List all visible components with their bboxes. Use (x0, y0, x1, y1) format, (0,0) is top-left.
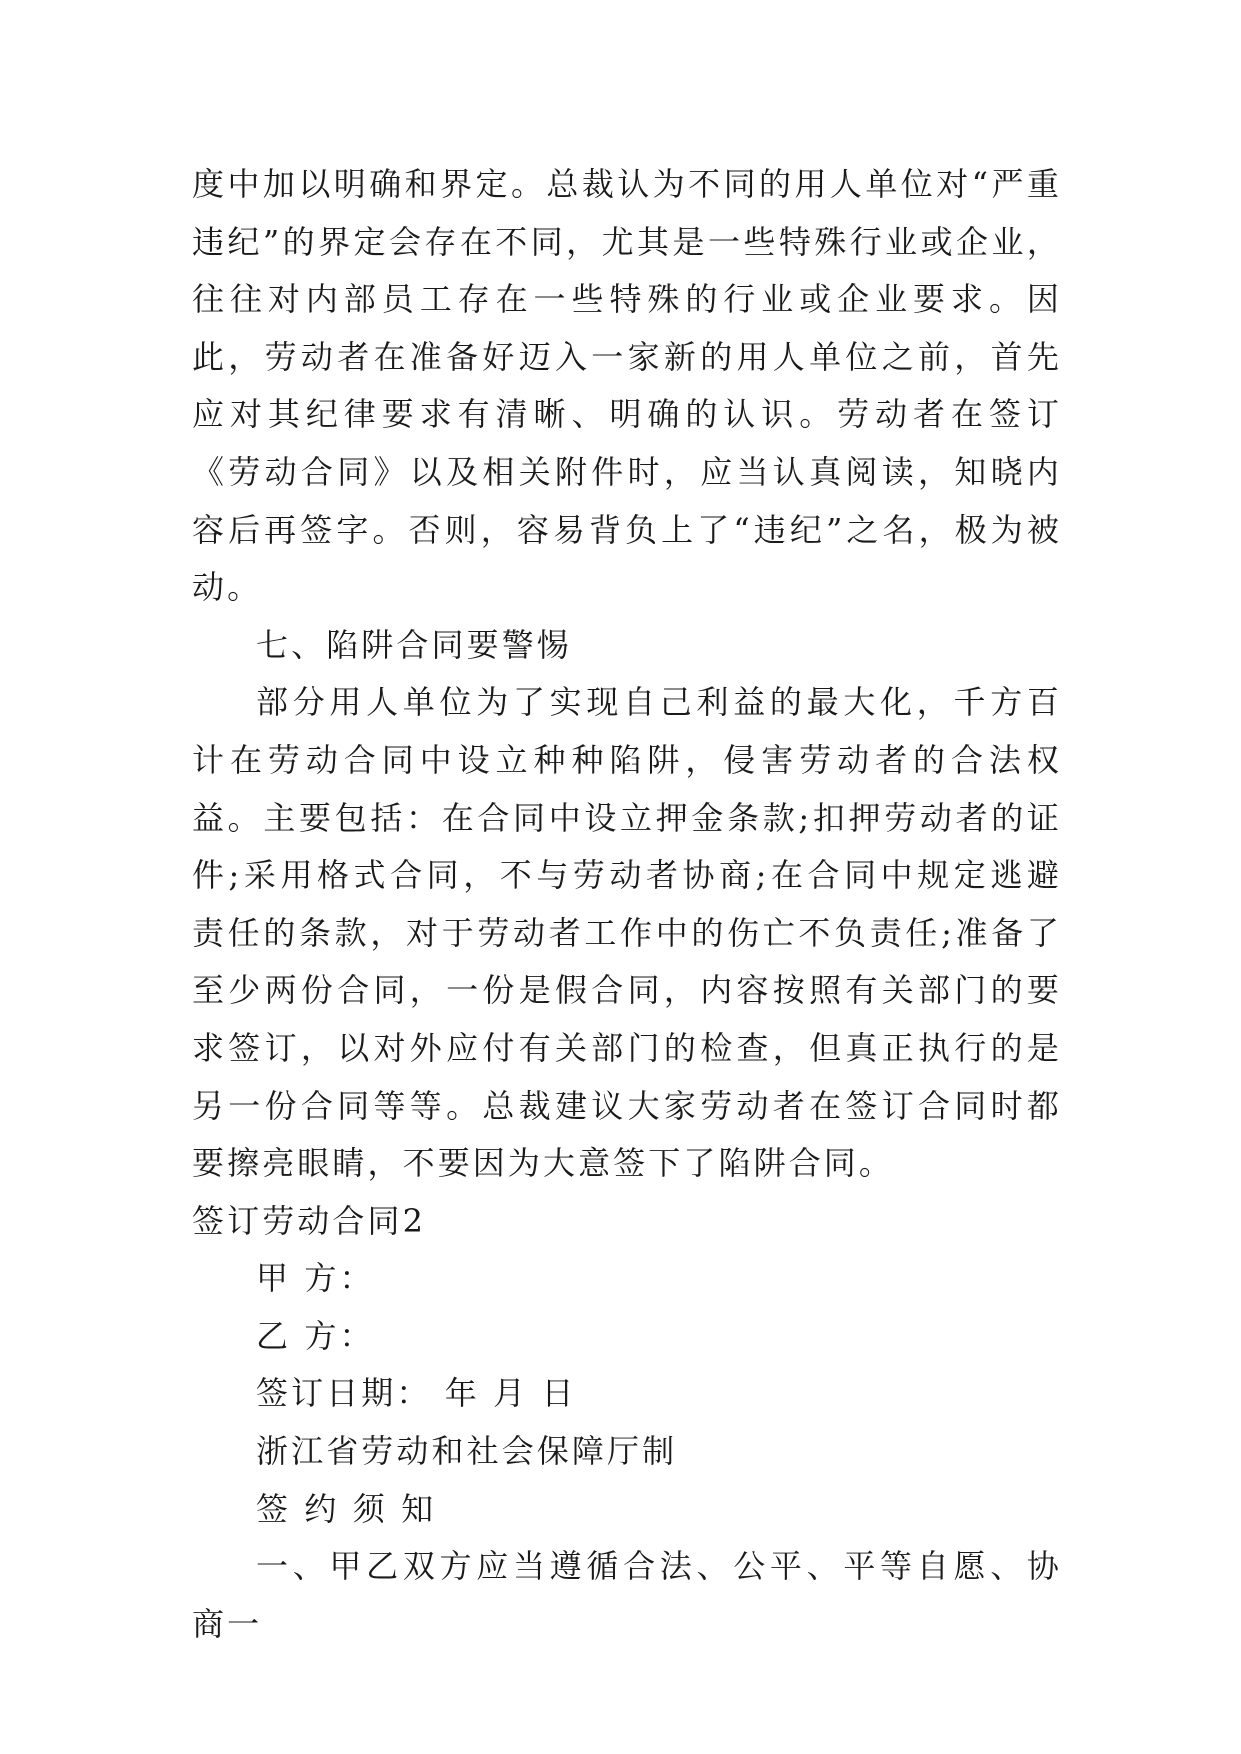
document-body (192, 156, 1062, 1653)
party-a-line: 甲 方： (256, 1259, 375, 1298)
sign-date-line: 签订日期： 年 月 日 (256, 1374, 577, 1413)
section-heading-trap-contracts: 七、陷阱合同要警惕 (256, 625, 572, 664)
party-b-line: 乙 方： (256, 1316, 375, 1355)
paragraph-trap-contracts: 部分用人单位为了实现自己利益的最大化，千方百计在劳动合同中设立种种陷阱，侵害劳动者的合法权益。主要包括：在合同中设立押金条款;扣押劳动者的证件;采用格式合同，不与劳动者协商;在合同中规定逃避责任的条款，对于劳动者工作中的伤亡不负责任;准备了至少两份合同，一份是假合同，内容按照有关部门的要求签订，以对外应付有关部门的检查，但真正执行的是另一份合同等等。总裁建议大家劳动者在签订合同时都要擦亮眼睛，不要因为大意签下了陷阱合同。 (192, 683, 1062, 1183)
document-title-contract-2: 签订劳动合同2 (192, 1201, 427, 1240)
notice-item-1: 一、甲乙双方应当遵循合法、公平、平等自愿、协商一 (192, 1547, 1062, 1643)
notice-heading: 签 约 须 知 (256, 1489, 437, 1528)
paragraph-continuation: 度中加以明确和界定。总裁认为不同的用人单位对“严重违纪”的界定会存在不同，尤其是一些特殊行业或企业，往往对内部员工存在一些特殊的行业或企业要求。因此，劳动者在准备好迈入一家新的用人单位之前，首先应对其纪律要求有清晰、明确的认识。劳动者在签订《劳动合同》以及相关附件时，应当认真阅读，知晓内容后再签字。否则，容易背负上了“违纪”之名，极为被动。 (192, 165, 1062, 607)
issuer-line: 浙江省劳动和社会保障厅制 (256, 1432, 678, 1471)
